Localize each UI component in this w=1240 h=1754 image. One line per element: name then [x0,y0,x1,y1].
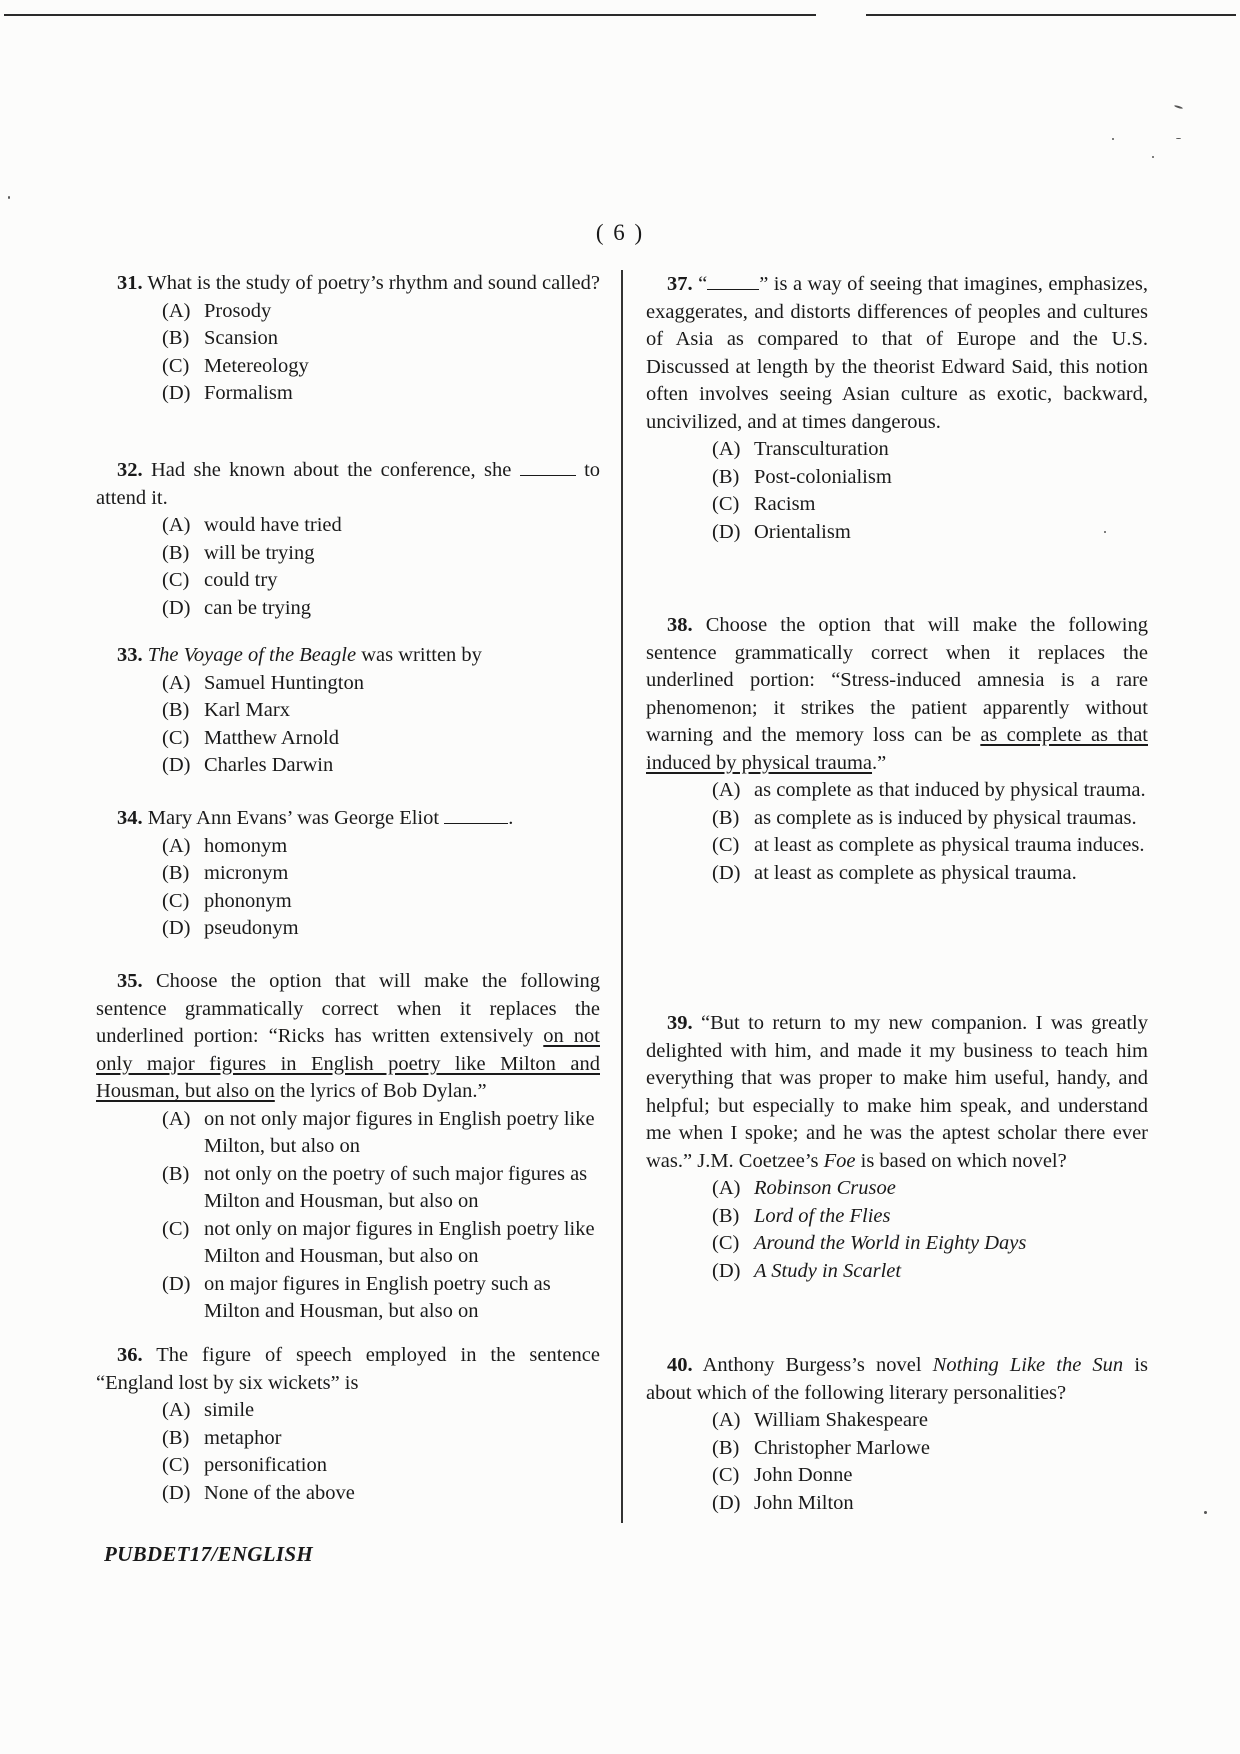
question-stem [646,270,1148,436]
answer-option[interactable] [162,860,600,888]
option-letter: (A) [162,834,191,857]
question-34 [96,804,600,943]
option-letter: (A) [712,779,741,801]
answer-option[interactable] [162,1216,600,1271]
option-text: Scansion [204,327,279,349]
answer-option[interactable] [712,1407,1148,1435]
question-number: 35. [117,970,143,992]
question-text: The figure of speech employed in the sentence “England lost by six wickets” is [96,1344,600,1394]
option-text: metaphor [204,1426,282,1449]
option-letter: (D) [162,1481,191,1504]
option-letter: (C) [712,1232,740,1254]
option-text: Metereology [204,354,309,377]
option-text: Prosody [204,299,272,322]
option-letter: (C) [712,493,740,515]
question-text: Choose the option that will make the following sentence grammatically correct when it replaces the underlined portion: “Stress-induced amnesia is a rare phenomenon; it strikes the patient apparently without warning and the memory loss can be [646,614,1149,746]
answer-option[interactable] [712,832,1148,860]
answer-option[interactable] [162,697,600,725]
scan-speck [8,196,10,199]
underlined-portion: as complete as that induced by physical trauma [646,724,1148,774]
question-number: 31. [117,272,143,294]
answer-options [712,777,1148,887]
answer-option[interactable] [712,436,1148,464]
option-text: on major figures in English poetry such as Milton and Housman, but also on [204,1272,551,1322]
option-text: at least as complete as physical trauma induces. [754,834,1145,856]
answer-option[interactable] [712,805,1148,833]
question-number: 36. [117,1344,143,1366]
answer-option[interactable] [712,1462,1148,1490]
option-letter: (B) [712,465,740,488]
option-letter: (D) [712,1491,741,1514]
answer-option[interactable] [162,540,600,568]
answer-option[interactable] [162,833,600,861]
answer-options [712,1407,1148,1517]
answer-option[interactable] [162,1425,600,1453]
option-text: John Donne [754,1464,853,1486]
answer-option[interactable] [162,1271,600,1326]
answer-option[interactable] [162,1161,600,1216]
book-title: Nothing Like the Sun [932,1354,1124,1376]
answer-options [162,1397,600,1507]
option-letter: (C) [712,834,740,856]
answer-option[interactable] [162,752,600,780]
answer-option[interactable] [712,1230,1148,1258]
question-38 [646,612,1148,887]
option-text: William Shakespeare [754,1409,928,1431]
option-text: Transculturation [754,438,889,460]
answer-option[interactable] [162,915,600,943]
option-text: would have tried [204,514,342,536]
option-letter: (B) [162,699,190,721]
question-text-continued: the lyrics of Bob Dylan.” [279,1080,487,1102]
scan-speck [1174,105,1183,110]
answer-option[interactable] [712,777,1148,805]
option-letter: (C) [162,354,190,377]
scan-speck [1112,138,1114,140]
answer-blank [520,456,576,476]
option-text: micronym [204,862,289,884]
option-text: Robinson Crusoe [754,1177,896,1199]
option-text: personification [204,1454,327,1476]
question-text: Choose the option that will make the following sentence grammatically correct when it replaces the underlined portion: “Ricks has written extensively [96,970,601,1047]
option-letter: (A) [162,1107,191,1130]
option-letter: (B) [162,327,190,349]
option-text: Samuel Huntington [204,671,365,694]
top-rule-left [4,14,816,16]
question-stem [96,456,600,512]
answer-options [162,833,600,943]
option-letter: (C) [162,1454,190,1476]
book-title: The Voyage of the Beagle [147,644,357,666]
option-text: not only on major figures in English poetry like Milton and Housman, but also on [204,1217,595,1267]
answer-option[interactable] [162,567,600,595]
option-letter: (A) [162,1399,191,1421]
underlined-portion: on not only major figures in English poetry like Milton and Housman, but also on [96,1025,600,1102]
answer-blank [444,804,508,824]
option-letter: (A) [712,1177,741,1199]
answer-option[interactable] [162,380,600,408]
question-text: What is the study of poetry’s rhythm and sound called? [147,272,601,294]
column-divider [621,270,623,1523]
answer-option[interactable] [162,298,600,326]
question-40 [646,1352,1148,1517]
option-letter: (B) [162,1162,190,1185]
option-letter: (A) [162,514,191,536]
answer-options [162,670,600,780]
question-stem [96,642,600,670]
option-text: A Study in Scarlet [754,1259,902,1282]
option-letter: (B) [162,1426,190,1449]
answer-option[interactable] [162,888,600,916]
question-text: was written by [361,644,482,666]
question-number: 33. [117,644,143,666]
scan-speck [1176,138,1181,139]
option-text: Post-colonialism [754,465,892,488]
book-title: Foe [823,1149,856,1172]
option-text: John Milton [754,1491,854,1514]
question-text-continued: is based on which novel? [860,1149,1067,1172]
option-text: simile [204,1399,255,1421]
answer-options [712,1175,1148,1285]
option-letter: (B) [712,1204,740,1227]
option-letter: (D) [712,1259,741,1282]
question-35 [96,968,600,1326]
question-33 [96,642,600,780]
option-letter: (C) [162,889,190,912]
option-text: will be trying [204,541,315,564]
answer-option[interactable] [712,464,1148,492]
answer-options [162,298,600,408]
answer-option[interactable] [162,1480,600,1508]
answer-option[interactable] [162,353,600,381]
option-letter: (A) [162,299,191,322]
option-text: Formalism [204,382,293,404]
option-letter: (D) [712,861,741,884]
answer-option[interactable] [712,1435,1148,1463]
option-letter: (D) [162,1272,191,1295]
option-text: at least as complete as physical trauma. [754,861,1077,884]
option-letter: (C) [162,569,190,591]
exam-code: PUBDET17/ENGLISH [104,1542,313,1566]
question-text: Had she known about the conference, she [150,459,512,481]
question-stem [646,1010,1148,1175]
answer-options [162,512,600,622]
answer-option[interactable] [712,1175,1148,1203]
question-number: 38. [667,614,693,636]
option-letter: (C) [162,726,190,749]
option-letter: (A) [712,1409,741,1431]
answer-option[interactable] [162,1106,600,1161]
option-text: pseudonym [204,917,299,939]
answer-options [712,436,1148,546]
question-number: 39. [667,1012,693,1034]
question-stem [96,804,600,833]
option-text: on not only major figures in English poetry like Milton, but also on [204,1107,595,1157]
answer-option[interactable] [712,491,1148,519]
option-text: Orientalism [754,520,851,543]
question-text: ” is a way of seeing that imagines, emphasizes, exaggerates, and distorts differences of peoples and cultures of Asia as compared to that of Europe and the U.S. Discussed at length by the theorist Edward Said, this notion often involves seeing Asian culture as exotic, backward, uncivilized, and at times dangerous. [646,273,1149,433]
option-letter: (B) [712,1436,740,1459]
option-text: homonym [204,834,288,857]
option-text: Christopher Marlowe [754,1436,930,1459]
option-letter: (D) [162,754,191,776]
question-32 [96,456,600,622]
question-stem [646,1352,1148,1407]
option-text: Lord of the Flies [754,1204,891,1227]
answer-option[interactable] [712,860,1148,888]
option-text: can be trying [204,596,312,619]
page-number: ( 6 ) [595,220,645,245]
option-letter: (A) [712,438,741,460]
option-text: Karl Marx [204,699,290,721]
answer-option[interactable] [162,1397,600,1425]
option-letter: (B) [162,862,190,884]
option-text: could try [204,569,278,591]
option-text: Matthew Arnold [204,726,339,749]
question-stem [96,1342,600,1397]
answer-option[interactable] [712,1490,1148,1518]
option-text: phononym [204,889,292,912]
option-letter: (B) [712,806,740,829]
option-text: as complete as is induced by physical traumas. [754,806,1137,829]
scan-speck [1152,156,1154,158]
option-text: as complete as that induced by physical trauma. [754,779,1146,801]
answer-option[interactable] [712,519,1148,547]
question-number: 37. [667,273,693,295]
question-text-continued: . [508,807,514,829]
answer-option[interactable] [162,1452,600,1480]
option-text: None of the above [204,1481,355,1504]
answer-option[interactable] [162,325,600,353]
scan-speck [1204,1511,1207,1514]
question-text-continued: is about which of the following literary personalities? [646,1354,1148,1404]
option-letter: (D) [162,596,191,619]
answer-option[interactable] [162,725,600,753]
answer-option[interactable] [162,595,600,623]
question-text-continued: .” [872,751,887,774]
option-letter: (D) [162,917,191,939]
question-39 [646,1010,1148,1285]
option-letter: (C) [162,1217,190,1240]
option-letter: (D) [162,382,191,404]
question-31 [96,270,600,408]
answer-blank [707,270,759,290]
answer-option[interactable] [162,512,600,540]
option-text: Around the World in Eighty Days [754,1232,1027,1254]
question-text: Anthony Burgess’s novel [702,1354,922,1376]
answer-options [162,1106,600,1326]
option-text: Charles Darwin [204,754,334,776]
answer-option[interactable] [162,670,600,698]
option-text: not only on the poetry of such major figures as Milton and Housman, but also on [204,1162,588,1212]
option-letter: (C) [712,1464,740,1486]
answer-option[interactable] [712,1258,1148,1286]
question-stem [96,968,600,1106]
question-37 [646,270,1148,546]
option-letter: (D) [712,520,741,543]
question-number: 34. [117,807,143,829]
question-stem [646,612,1148,777]
option-letter: (B) [162,541,190,564]
answer-option[interactable] [712,1203,1148,1231]
question-text: “But to return to my new companion. I was greatly delighted with him, and made it my business to teach him everything that was proper to make him useful, handy, and helpful; but especially to make him speak, and understand me when I spoke; and he was the aptest scholar there ever was.” J.M. Coetzee’s [646,1012,1149,1172]
open-quote: “ [698,273,708,295]
top-rule-right [866,14,1236,16]
question-text-continued: to attend it. [96,459,601,509]
option-letter: (A) [162,671,191,694]
option-text: Racism [754,493,816,515]
question-number: 40. [667,1354,693,1376]
question-text: Mary Ann Evans’ was George Eliot [147,807,440,829]
question-number: 32. [117,459,143,481]
question-stem [96,270,600,298]
question-36 [96,1342,600,1507]
